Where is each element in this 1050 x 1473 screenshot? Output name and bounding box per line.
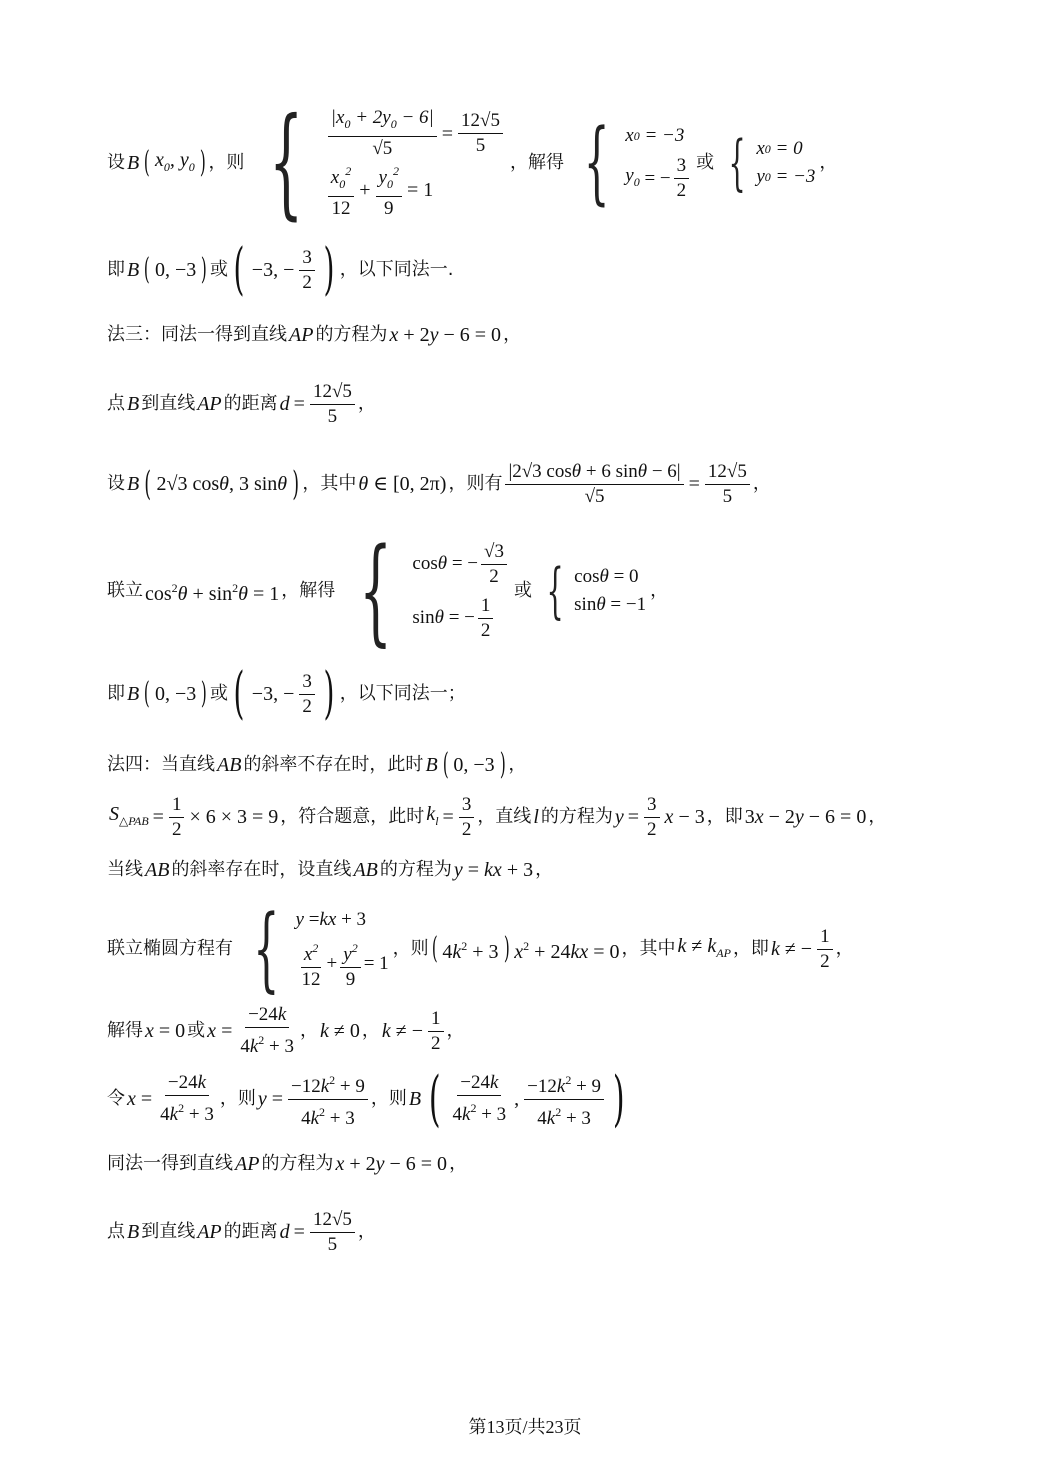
line-7: 即 B ( 0, −3 ) 或 ( −3, − $\frac{3}{2}$ ) ，以下同法一； — [107, 661, 466, 726]
line-5: 设 B ( 2√3 cosθ, 3 sinθ ) ，其中 θ ∈ [0, 2π) ，则有 $\frac{|2√3 \cos\theta + 6 \sin\theta - 6|}{√5}$ = $\frac{12√5}{5}$ ， — [107, 460, 771, 507]
line-8: 法四：当直线 AB 的斜率不存在时，此时 B ( 0, −3 ) ， — [107, 747, 527, 782]
line-12: 解得 x = 0 或 x = $\frac{-24k}{4k^2 + 3}$ ， k ≠ 0 ， k ≠ − $\frac{1}{2}$ ， — [107, 1004, 465, 1057]
line-11: 联立椭圆方程有 { y = kx + 3 $\frac{x^2}{12}$ + $\frac{y^2}{9}$ = 1 ，则 ( $4k^2 + 3$ ) $x^2 + 24kx = 0$ ，其中 $k \ne k_{AP}$ ，即 k ≠ − $\frac{1}{2}$ ， — [107, 895, 854, 1002]
line-9: $S_{\triangle PAB}$ = $\frac{1}{2}$ × 6 × 3 = 9 ，符合题意，此时 $k_l$ = $\frac{3}{2}$ ，直线 l 的方程为 y = $\frac{3}{2}$ x − 3 ，即 3x − 2y − 6 = 0 ， — [109, 793, 887, 840]
line-4: 点 B 到直线 AP 的距离 d = $\frac{12√5}{5}$ ， — [107, 380, 376, 427]
line-2: 即 B ( 0, −3 ) 或 ( −3, − $\frac{3}{2}$ ) ，以下同法一. — [107, 237, 454, 302]
line-15: 点 B 到直线 AP 的距离 d = $\frac{12√5}{5}$ ， — [107, 1208, 376, 1255]
line-3: 法三：同法一得到直线 AP 的方程为 x + 2y − 6 = 0 ， — [107, 324, 522, 346]
line-1: 设 B ( $x_0$, $y_0$ ) ，则 { $\frac{|x_0 + 2y_0 - 6|}{√5}$ = $\frac{12√5}{5}$ $\frac{x_0^2}{12}$ + $\frac{y_0^2}{9}$ = 1 ，解得 { x 0 = −3 $y_0$ = − $\frac{3}{2}$ 或 { x 0 = 0 y 0 = −3 ， — [107, 93, 838, 232]
line-13: 令 x = $\frac{-24k}{4k^2 + 3}$ ，则 y = $\frac{-12k^2 + 9}{4k^2 + 3}$ ，则 B ( $\frac{-24k}{4k^2 + 3}$ , $\frac{-12k^2 + 9}{4k^2 + 3}$ ) — [107, 1064, 625, 1134]
line-6: 联立 $\cos^2\theta + \sin^2\theta = 1$ ，解得 { cos θ = − $\frac{√3}{2}$ sin θ = − $\frac{1}{2}$ 或 { cos θ = 0 sin θ = −1 ， — [107, 523, 669, 658]
line-14: 同法一得到直线 AP 的方程为 x + 2y − 6 = 0 ， — [107, 1153, 468, 1175]
page-footer: 第13页/共23页 — [468, 1417, 582, 1437]
line-10: 当线 AB 的斜率存在时，设直线 AB 的方程为 y = kx + 3 ， — [107, 859, 554, 881]
